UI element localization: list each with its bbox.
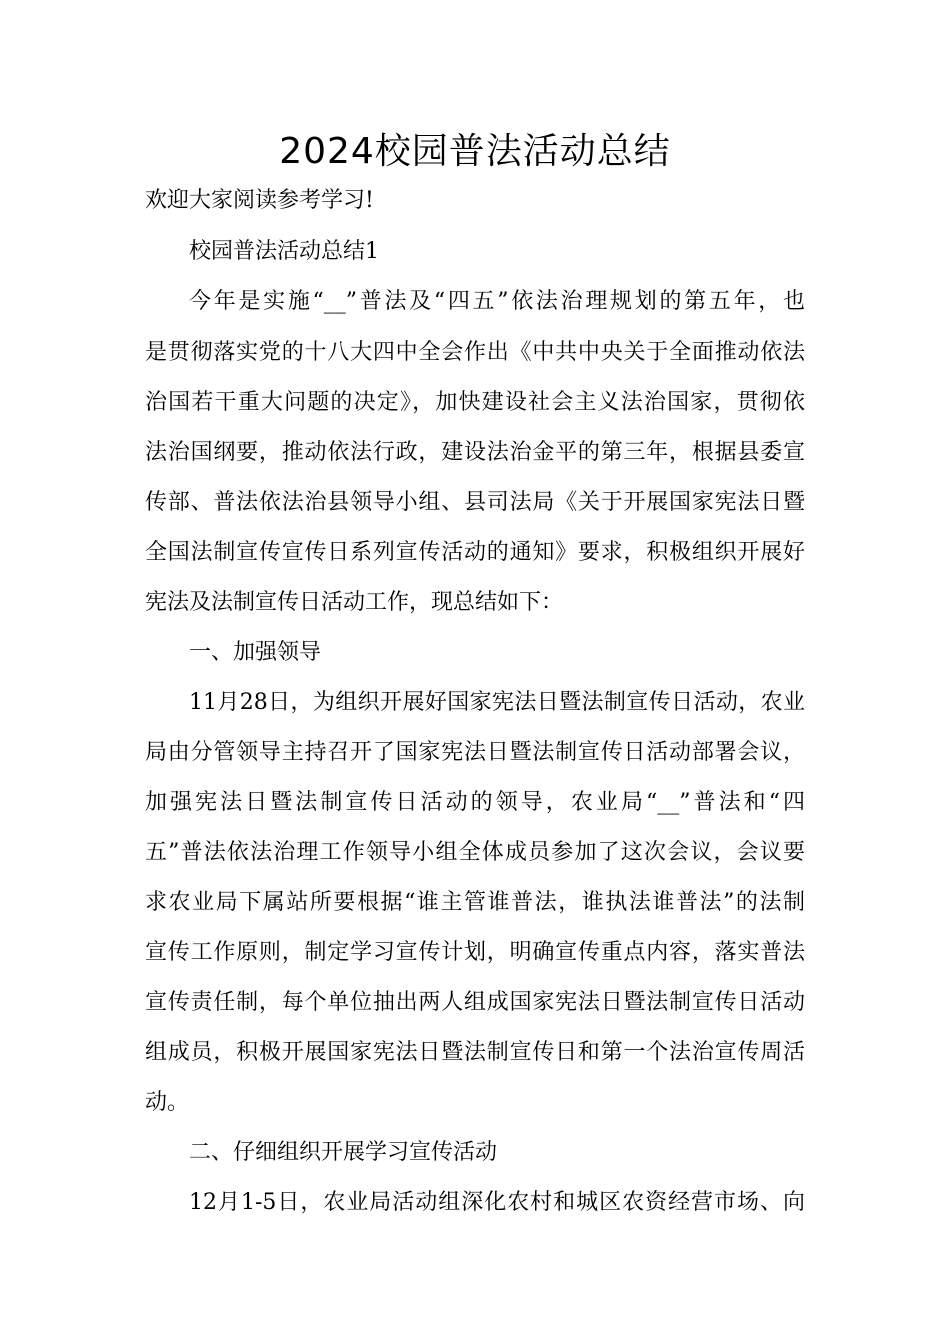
greeting-line: 欢迎大家阅读参考学习! (145, 188, 374, 213)
paragraph1-line: 宪法及法制宣传日活动工作，现总结如下： (145, 590, 564, 615)
paragraph2-line: 11月28日，为组织开展好国家宪法日暨法制宣传日活动，农业 (189, 690, 805, 715)
paragraph2-line: 组成员，积极开展国家宪法日暨法制宣传日和第一个法治宣传周活 (145, 1040, 805, 1065)
paragraph1-line: 治国若干重大问题的决定》，加快建设社会主义法治国家，贯彻依 (145, 390, 805, 415)
paragraph3-line: 12月1-5日，农业局活动组深化农村和城区农资经营市场、向 (189, 1190, 805, 1215)
paragraph2-line: 五”普法依法治理工作领导小组全体成员参加了这次会议，会议要 (145, 840, 805, 865)
section-heading-1: 一、加强领导 (189, 640, 322, 665)
paragraph1-line: 法治国纲要，推动依法行政，建设法治金平的第三年，根据县委宣 (145, 440, 805, 465)
paragraph2-line: 宣传责任制，每个单位抽出两人组成国家宪法日暨法制宣传日活动 (145, 990, 805, 1015)
paragraph2-line: 宣传工作原则，制定学习宣传计划，明确宣传重点内容，落实普法 (145, 940, 805, 965)
paragraph1-line: 全国法制宣传宣传日系列宣传活动的通知》要求，积极组织开展好 (145, 540, 805, 565)
paragraph1-line: 今年是实施“__”普法及“四五”依法治理规划的第五年，也 (189, 289, 805, 314)
document-title: 2024校园普法活动总结 (279, 131, 671, 172)
subtitle-line: 校园普法活动总结1 (189, 239, 379, 264)
paragraph2-line: 求农业局下属站所要根据“谁主管谁普法，谁执法谁普法”的法制 (145, 890, 805, 915)
paragraph1-line: 传部、普法依法治县领导小组、县司法局《关于开展国家宪法日暨 (145, 490, 805, 515)
section-heading-2: 二、仔细组织开展学习宣传活动 (189, 1140, 498, 1165)
paragraph2-line: 加强宪法日暨法制宣传日活动的领导，农业局“__”普法和“四 (145, 790, 805, 815)
paragraph2-line: 局由分管领导主持召开了国家宪法日暨法制宣传日活动部署会议， (145, 740, 805, 765)
paragraph2-line: 动。 (145, 1090, 190, 1115)
paragraph1-line: 是贯彻落实党的十八大四中全会作出《中共中央关于全面推动依法 (145, 340, 805, 365)
